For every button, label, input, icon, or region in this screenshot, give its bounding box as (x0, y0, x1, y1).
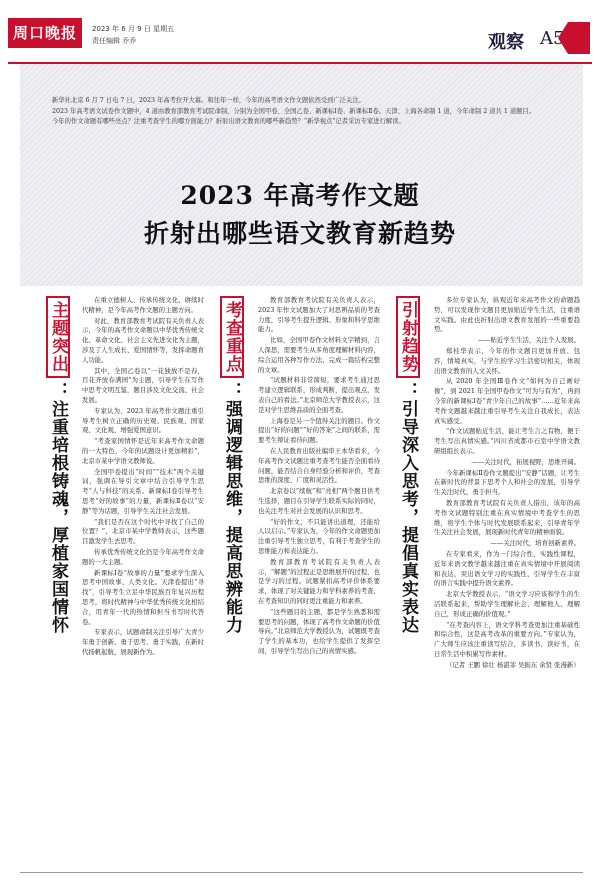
body-paragraph: 专家认为，2023 年高考作文题注重引导考生树立正确的历史观、民族观、国家观、文化观，增强爱国意识。 (82, 406, 204, 435)
section-keyword: 主题突出 (46, 296, 70, 378)
body-paragraph: 多位专家认为，纵观近年来高考作文的命题趋势，可以发现作文题目更加贴近学生生活，注重语文实践。由此也折射出语文教育发展的一些重要趋势。 (434, 296, 580, 334)
section-subtitle: ：引导深入思考，提倡真实表达 (398, 382, 418, 634)
body-paragraph: 在人民教育出版社编审王本华看来，今年高考作文试题注重考查考生能否全面看待问题，能否结合自身经验分析和评价，考查思维的深度、广度和灵活性。 (258, 446, 380, 485)
body-paragraph: “在考查内容上，语文学科考查更加注重基础性和综合性，这是高考改革的重要方向。”专家认为，广大师生应该注重读写结合，多读书、读好书，在日常生活中积累写作素材。 (434, 620, 580, 658)
section-keyword: 引射趋势 (396, 296, 420, 378)
headline-line-1: 2023 年高考作文题 (180, 181, 420, 210)
body-paragraph: 在专家看来，作为一门综合性、实践性课程，近年来语文教学越来越注重在真实情境中开展阅读和表达，突出语文学习的实践性，引导学生在丰富的语言实践中提升语文素养。 (434, 549, 580, 588)
article-column-1 (82, 296, 204, 842)
intro-paragraph: 今年的作文命题有哪些亮点？注重考查学生的哪方面能力？折射出语文教育的哪些新趋势？“新华视点”记者采访专家进行解读。 (52, 118, 405, 125)
body-paragraph: 从 2020 年全国Ⅲ卷作文“如何为自己画好像”，到 2021 年全国甲卷作文“可为与有为”，再到今年的新课标Ⅰ卷“青少年自己的故事”……近年来高考作文题越来越注重引导考生关注自我成长，表达真实感受。 (434, 377, 580, 425)
body-paragraph: 教育部教育考试院有关负责人表示，2023 年作文试题加大了对思辨品质的考查力度，引导考生提升逻辑、形象和科学思维能力。 (258, 296, 380, 334)
intro-paragraph: 新华社北京 6 月 7 日电 7 日，2023 年高考拉开大幕。和往年一样，今年的高考语文作文题依然受到广泛关注。 (52, 97, 365, 104)
newspaper-masthead: 周口晚报 (8, 18, 82, 48)
article-column-3 (434, 296, 580, 842)
body-paragraph: 教育部教育考试院有关负责人指出，该年的高考作文试题特别注重在真实情境中考查学生的思维，将学生个体与时代发展联系起来，引导青年学生关注社会发展，展现新时代青年的精神面貌。 (434, 498, 580, 537)
article-column-2 (258, 296, 380, 842)
page-number: A5 (540, 28, 565, 49)
body-paragraph: “试题材料非常简短，要求考生通过思考建立逻辑联系，形成判断，提出观点，发表自己的看法。”北京师范大学教授表示，这是对学生思维品质的全面考查。 (258, 376, 380, 414)
section-keyword: 考查重点 (220, 296, 244, 378)
sub-heading: ——关注时代，培育创新素养。 (490, 539, 580, 548)
body-paragraph: 传承优秀传统文化仍是今年高考作文命题的一大主题。 (82, 547, 204, 566)
body-paragraph: “考查家国情怀是近年来高考作文命题的一大特色，今年的试题设计更加精彩”，北京市某中学语文教师说。 (82, 437, 204, 465)
byline: （记者 王鹏 徐壮 杨湛菲 吴振东 余贤 张漫新） (446, 660, 580, 669)
footer-divider (20, 872, 583, 873)
body-paragraph: 教育部教育考试院有关负责人表示，“解题”的过程正是思维展开的过程，也是学习的过程。试题紧扣高考评价体系要求，体现了对关键能力和学科素养的考查，在考查知识的同时更注重能力和素养。 (258, 557, 380, 605)
section-heading-trend (398, 296, 418, 634)
body-paragraph: 专家表示，试题命制关注引导广大青少年勇于创新、勇于思考、勇于实践，在新时代扬帆起航，展现新作为。 (82, 628, 204, 656)
body-paragraph: 上海卷是另一个值得关注的题目。作文提出“好的问题”“好的答案”之间的联系，需要考生辩证看待问题。 (258, 416, 380, 445)
section-heading-theme (48, 296, 68, 634)
body-paragraph: “我们是否在这个时代中寻找了自己的位置？”，北京市某中学教师表示，这些题目激发学生去思考。 (82, 517, 204, 546)
article-intro (40, 96, 560, 128)
body-paragraph: 新课标Ⅰ卷“故事的力量”要求学生深入思考中国故事、人类文化。天津卷提出“寻找”，引导考生立足中华民族百年复兴历程思考，将时代精神与中华优秀传统文化相结合，用青年一代的热情和担当书写时代答卷。 (82, 568, 204, 626)
section-subtitle: ：注重培根铸魂，厚植家国情怀 (48, 382, 68, 634)
body-paragraph: “这些题目的主题，都是学生熟悉和需要思考的问题，体现了高考作文命题的价值导向。”北京师范大学教授认为，试题既考查了学生的基本功，也给学生提供了发挥空间，引导学生写出自己的真情实感。 (258, 607, 380, 655)
page-tab-marker (568, 22, 590, 54)
section-name: 观察 (488, 32, 524, 53)
headline-line-2: 折射出哪些语文教育新趋势 (143, 219, 456, 248)
body-paragraph: 全国甲卷提出“时间”“技术”两个关键词，强调在导引文章中结合引导学生思考“人与科技”的关系。新课标Ⅰ卷引导考生思考“好的故事”的力量，新课标Ⅱ卷以“安静”等为话题，引导学生关注社会发展。 (82, 467, 204, 515)
body-paragraph: “作文试题贴近生活，能让考生言之有物，便于考生写出真情实感。”四川省成都市石室中学语文教研组组长表示。 (434, 427, 580, 455)
issue-editor: 责任编辑 乔乔 (92, 37, 137, 45)
body-paragraph: 对此，教育部教育考试院有关负责人表示，今年的高考作文命题以中华优秀传统文化、革命文化、社会主义先进文化为主题，涉及了人生成长、爱国情怀等，发挥命题育人功能。 (82, 316, 204, 364)
body-paragraph: 北京大学教授表示，“语文学习应该和学生的生活联系起来，帮助学生理解社会、理解他人、理解自己，形成正确的价值观。” (434, 590, 580, 618)
body-paragraph: 在重立德树人、传承传统文化、赓续时代精神，是今年高考作文题的主题方向。 (82, 296, 204, 314)
intro-paragraph: 2023 年高考语文试卷作文题中，4 道由教育部教育考试院命制，分别为全国甲卷、全国乙卷、新课标Ⅰ卷、新课标Ⅱ卷。天津、上海各命制 1 道，今年命制 2 道共 1 道题目。 (52, 107, 536, 115)
section-subtitle: ：强调逻辑思维，提高思辨能力 (222, 382, 242, 634)
body-paragraph: “好的作文，不只能讲出道理，还能给人以启示。”专家认为，今年的作文命题更加注重引导考生独立思考，有利于考查学生的思维能力和表达能力。 (258, 517, 380, 555)
sub-heading: ——贴近学生生活，关注个人发展。 (477, 336, 580, 345)
body-paragraph: 北京卷以“续航”和“亮相”两个题目供考生选择，题目在引导学生联系实际的同时，也关注考生对社会发展的认识和思考。 (258, 487, 380, 515)
body-paragraph: 比如，全国甲卷作文材料文字精到，言人深思，需要考生从多角度理解材料内容，综合运用各种写作方法，完成一篇结构完整的文章。 (258, 336, 380, 374)
sub-heading: ——关注时代，拓展视野，思维开阔。 (471, 457, 580, 466)
body-paragraph: 其中，全国乙卷以“一花独放不是春，百花齐放春满园”为主题，引导学生在写作中思考文明互鉴，题目涉及文化交流、社会发展。 (82, 366, 204, 404)
page-header (0, 0, 600, 60)
body-paragraph: 今年新课标Ⅱ卷作文题提出“安静”话题，让考生在新时代的背景下思考个人和社会的发展，引导学生关注时代，勇于担当。 (434, 468, 580, 497)
issue-date: 2023 年 6 月 9 日 星期五 (92, 25, 175, 33)
body-paragraph: 郑桂华表示，今年的作文题目更加开放、包容，情境真实，与学生的学习生活密切相关，体现出语文教育的人文关怀。 (434, 346, 580, 375)
section-heading-focus (222, 296, 242, 634)
